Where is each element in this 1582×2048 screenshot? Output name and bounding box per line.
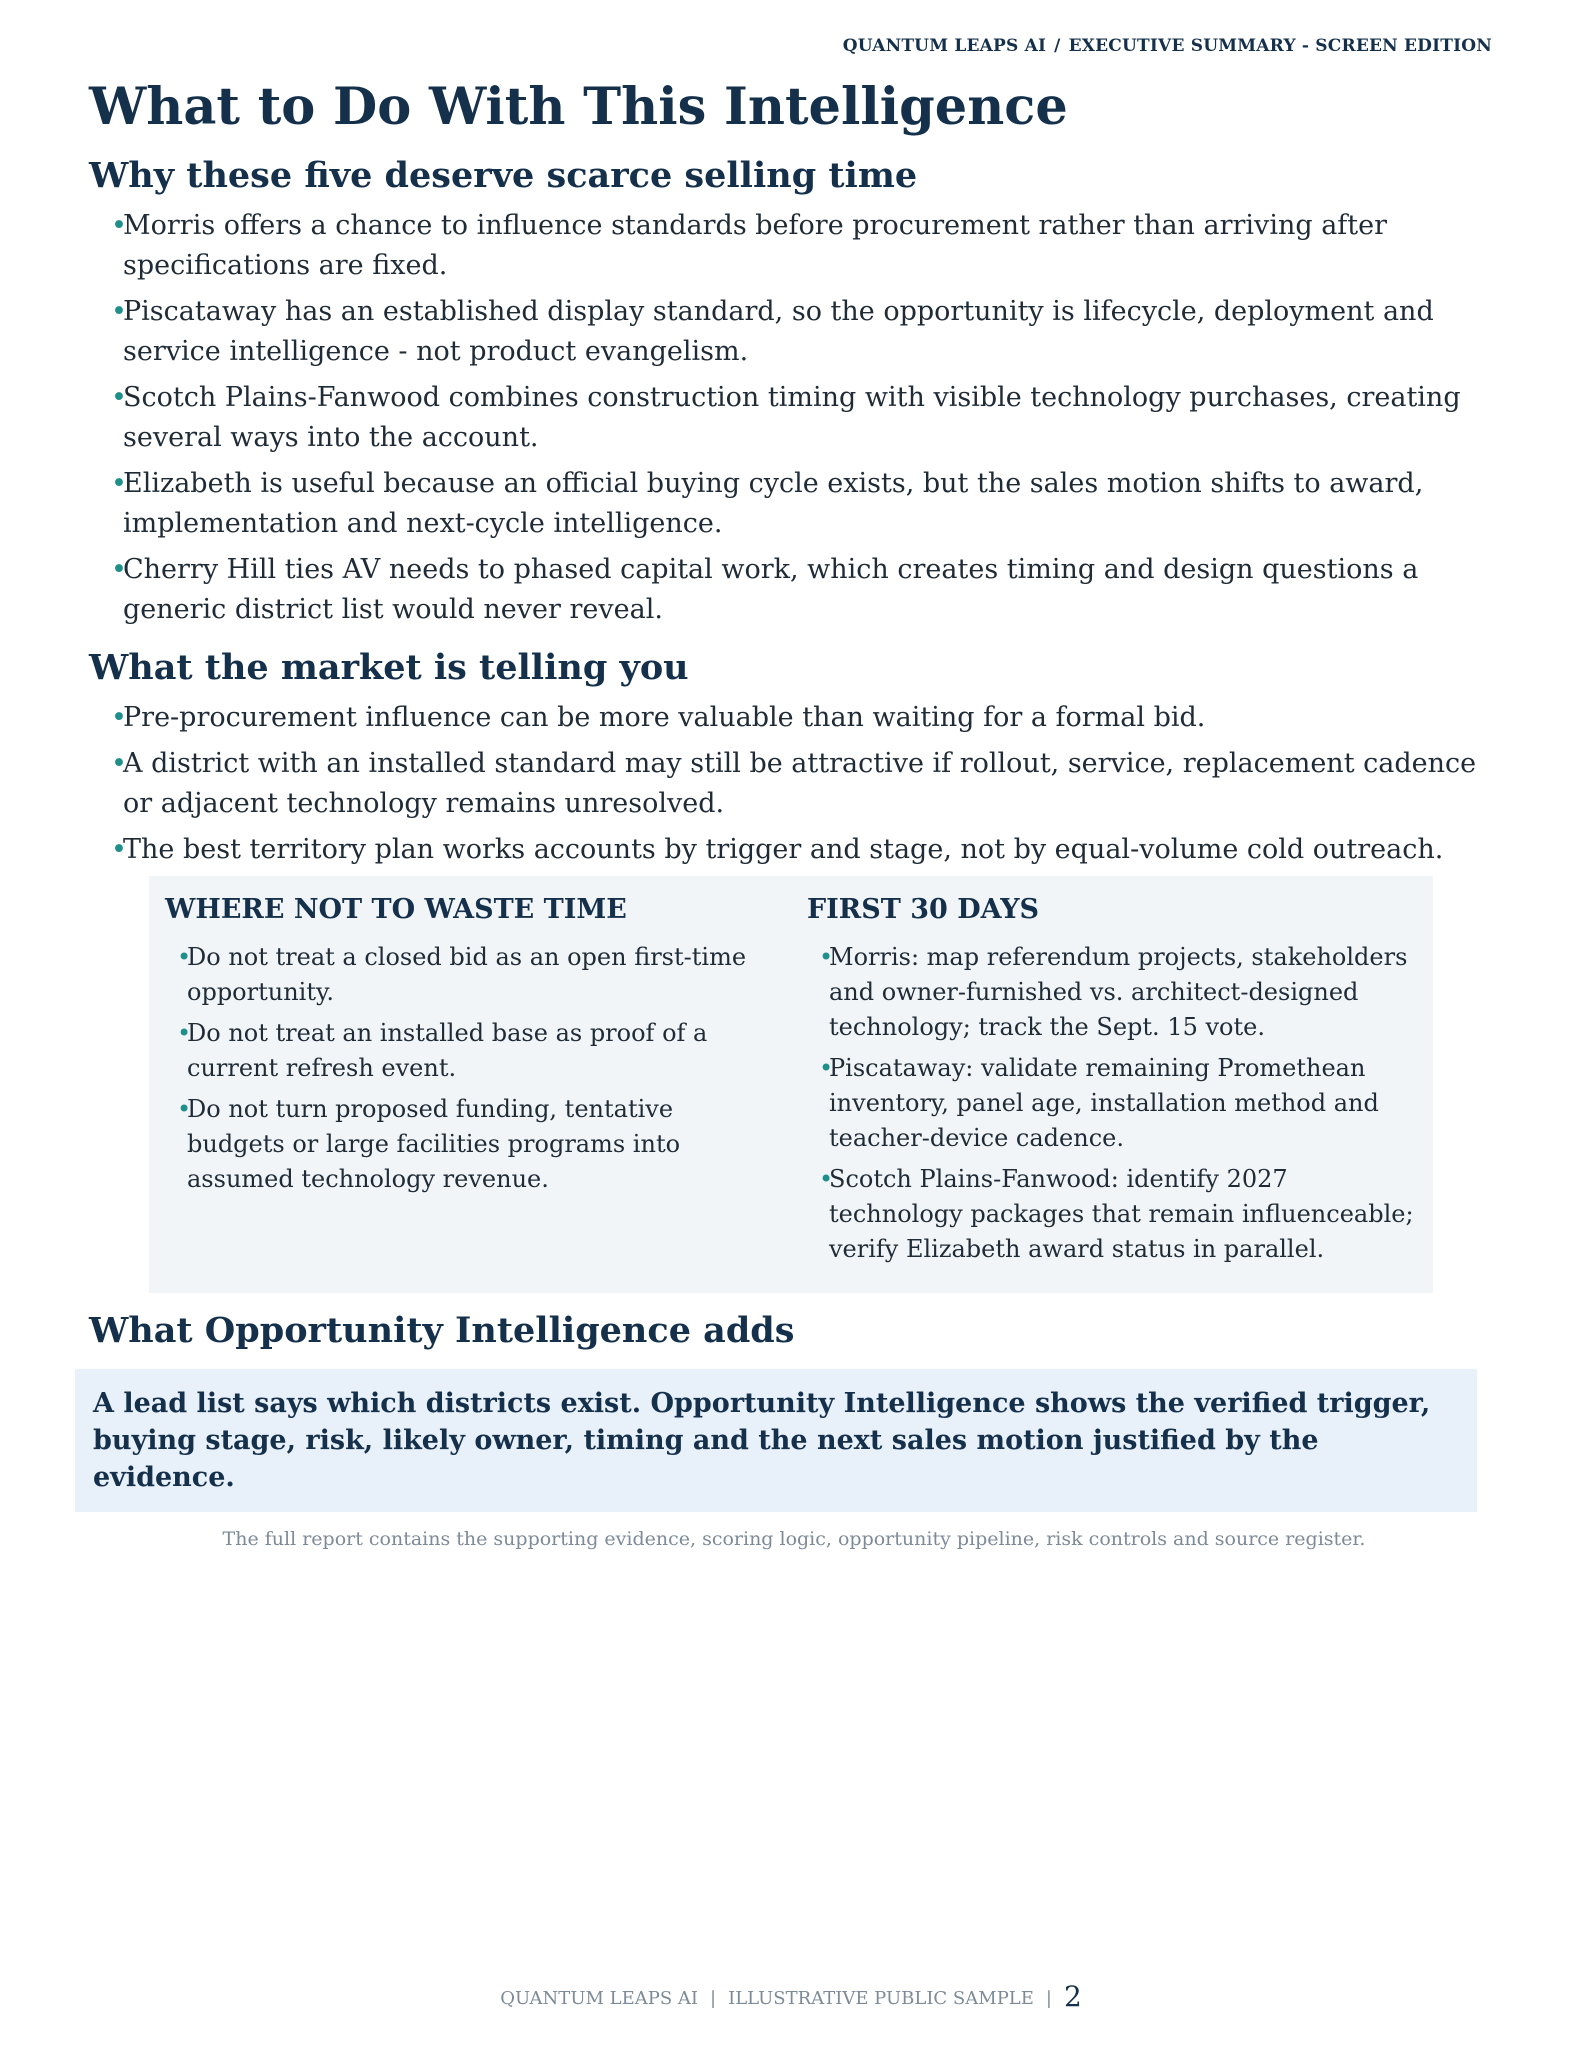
list-item: • Morris: map referendum projects, stakeholders and owner-furnished vs. architect-designed technology; track the Sept. 15 vote.	[807, 940, 1419, 1045]
header-brand: QUANTUM LEAPS AI	[842, 36, 1047, 56]
page-footer	[0, 1980, 1582, 2013]
list-item: • Do not treat an installed base as proof of a current refresh event.	[165, 1016, 777, 1086]
panel-right-list	[807, 940, 1419, 1267]
list-item: • Do not treat a closed bid as an open first-time opportunity.	[165, 940, 777, 1010]
list-item: • Piscataway has an established display standard, so the opportunity is lifecycle, deployment and service intelligence - not product evangelism.	[89, 292, 1499, 372]
list-item: • A district with an installed standard may still be attractive if rollout, service, replacement cadence or adjacent technology remains unresolved.	[89, 744, 1499, 824]
running-header	[840, 36, 1492, 56]
page-number: 2	[1063, 1980, 1082, 2013]
section-adds-title: What Opportunity Intelligence adds	[89, 1310, 795, 1351]
page-content	[89, 72, 1499, 1550]
footer-label: ILLUSTRATIVE PUBLIC SAMPLE	[728, 1988, 1034, 2009]
panel-right-title: FIRST 30 DAYS	[807, 894, 1039, 925]
list-item: • Pre-procurement influence can be more valuable than waiting for a formal bid.	[89, 698, 1499, 738]
footer-separator: |	[1045, 1988, 1052, 2009]
list-item: • The best territory plan works accounts by trigger and stage, not by equal-volume cold outreach.	[89, 830, 1499, 870]
list-item: • Elizabeth is useful because an official buying cycle exists, but the sales motion shifts to award, implementation and next-cycle intelligence.	[89, 464, 1499, 544]
panel-left-title: WHERE NOT TO WASTE TIME	[165, 894, 627, 925]
section-market-list	[89, 698, 1499, 870]
footer-separator: |	[710, 1988, 717, 2009]
list-item: • Cherry Hill ties AV needs to phased capital work, which creates timing and design questions a generic district list would never reveal.	[89, 550, 1499, 630]
footnote: The full report contains the supporting evidence, scoring logic, opportunity pipeline, risk controls and source register.	[222, 1528, 1366, 1550]
page-title: What to Do With This Intelligence	[89, 77, 1068, 137]
section-market-title: What the market is telling you	[89, 647, 689, 688]
footer-brand: QUANTUM LEAPS AI	[500, 1988, 699, 2009]
list-item: • Piscataway: validate remaining Promethean inventory, panel age, installation method and teacher-device cadence.	[807, 1051, 1419, 1156]
panel-left-list	[165, 940, 777, 1197]
list-item: • Scotch Plains-Fanwood combines construction timing with visible technology purchases, creating several ways into the account.	[89, 378, 1499, 458]
panel-right	[791, 890, 1433, 1273]
section-why-list	[89, 206, 1499, 630]
guidance-panel	[149, 876, 1433, 1293]
list-item: • Do not turn proposed funding, tentative budgets or large facilities programs into assumed technology revenue.	[165, 1092, 777, 1197]
section-why-title: Why these five deserve scarce selling time	[89, 155, 918, 196]
callout-box: A lead list says which districts exist. Opportunity Intelligence shows the verified trigger, buying stage, risk, likely owner, timing and the next sales motion justified by the evidence.	[75, 1369, 1477, 1512]
header-separator: /	[1054, 36, 1061, 56]
list-item: • Morris offers a chance to influence standards before procurement rather than arriving after specifications are fixed.	[89, 206, 1499, 286]
header-edition: EXECUTIVE SUMMARY - SCREEN EDITION	[1068, 36, 1492, 56]
list-item: • Scotch Plains-Fanwood: identify 2027 technology packages that remain influenceable; verify Elizabeth award status in parallel.	[807, 1162, 1419, 1267]
panel-left	[149, 890, 791, 1273]
